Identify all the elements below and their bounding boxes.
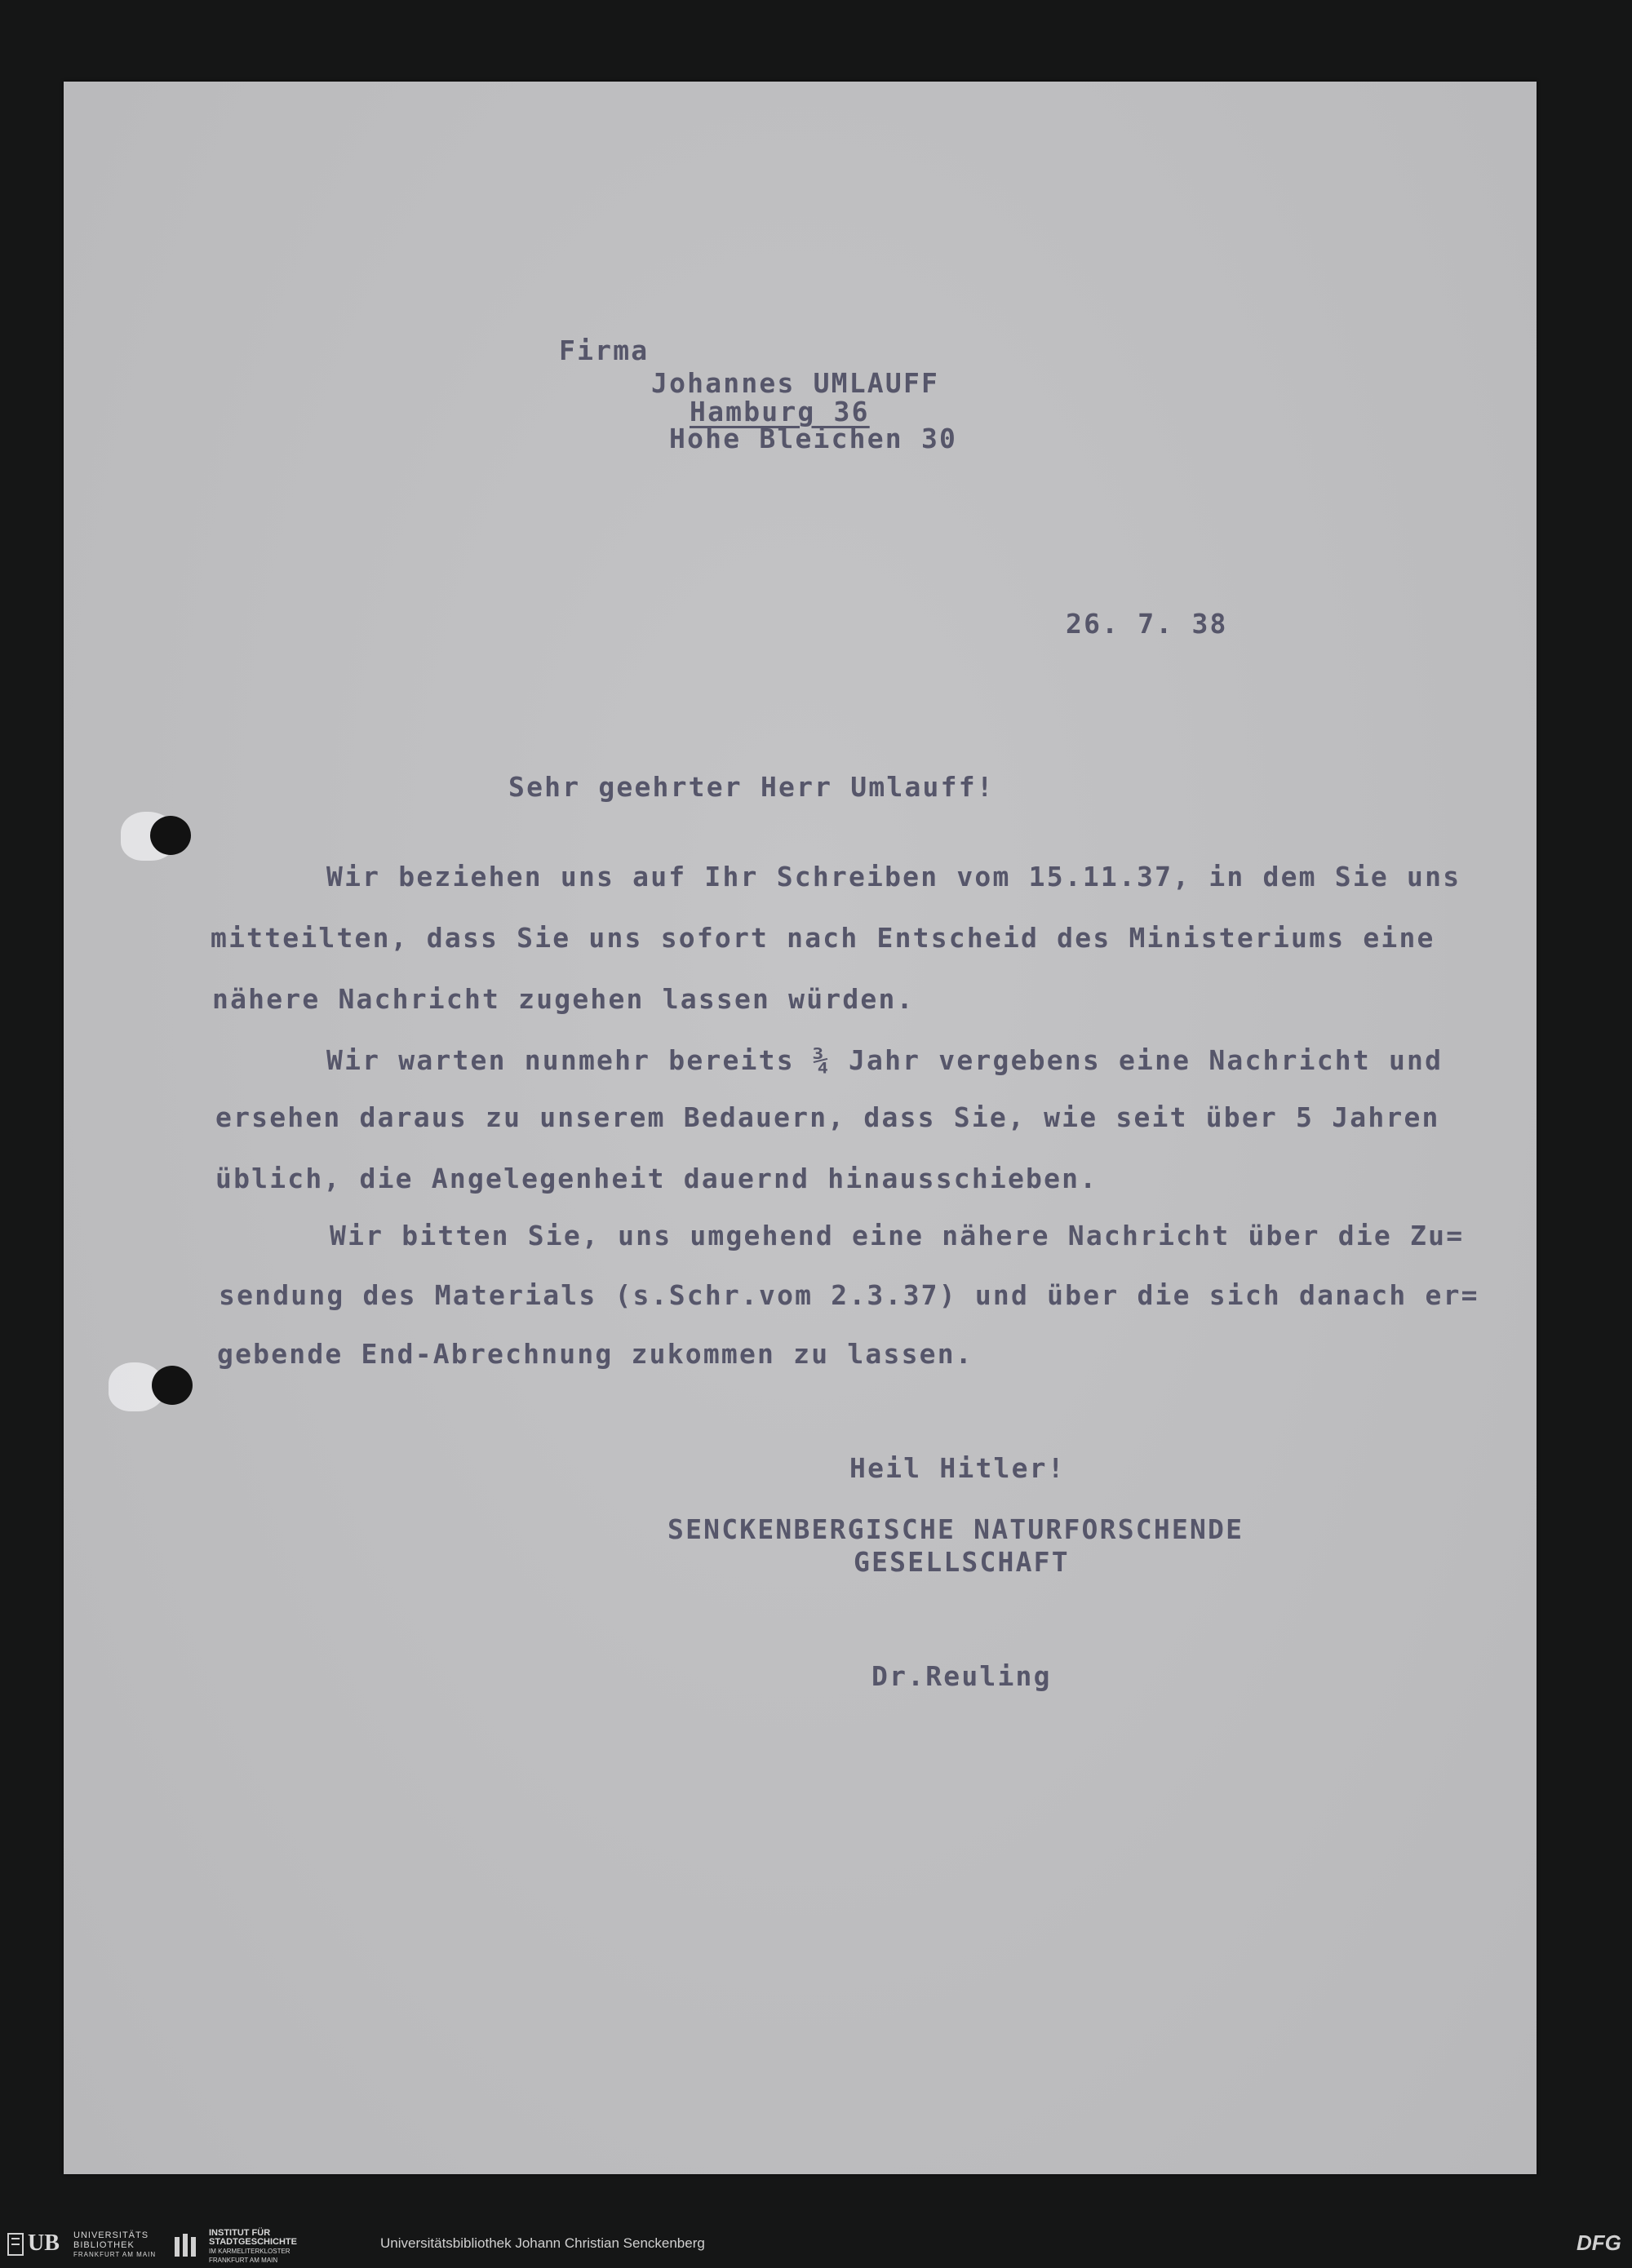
institut-text-line: INSTITUT FÜR [209, 2228, 271, 2238]
ub-logo [7, 2227, 162, 2261]
recipient-firma: Firma [559, 334, 650, 366]
salutation: Sehr geehrter Herr Umlauff! [508, 771, 995, 803]
recipient-name: Johannes UMLAUFF [651, 367, 940, 399]
institut-text-line: IM KARMELITERKLOSTER [209, 2248, 290, 2255]
signature-name: Dr.Reuling [871, 1660, 1052, 1692]
body-line: ersehen daraus zu unserem Bedauern, dass Sie, wie seit über 5 Jahren [215, 1101, 1440, 1133]
ub-text-line: UNIVERSITÄTS [73, 2230, 149, 2240]
punch-hole-top [150, 816, 191, 855]
body-line: Wir warten nunmehr bereits ¾ Jahr vergebens eine Nachricht und [326, 1044, 1444, 1076]
organization-line1: SENCKENBERGISCHE NATURFORSCHENDE [667, 1513, 1244, 1545]
recipient-street: Hohe Bleichen 30 [669, 423, 958, 454]
letter-date: 26. 7. 38 [1066, 608, 1228, 640]
institut-emblem-icon [173, 2232, 202, 2258]
ub-text-line: FRANKFURT AM MAIN [73, 2251, 157, 2258]
punch-hole-bottom [152, 1366, 193, 1405]
letter-page [64, 82, 1537, 2174]
ub-emblem-icon [7, 2232, 24, 2257]
institut-text [209, 2229, 297, 2265]
institut-text-line: STADTGESCHICHTE [209, 2237, 297, 2247]
body-line: üblich, die Angelegenheit dauernd hinausschieben. [215, 1163, 1098, 1194]
dfg-logo: DFG [1577, 2230, 1621, 2255]
ub-logo-text: UB [28, 2230, 60, 2256]
body-line: Wir bitten Sie, uns umgehend eine nähere Nachricht über die Zu= [330, 1220, 1465, 1251]
closing: Heil Hitler! [849, 1452, 1066, 1484]
ub-text-line: BIBLIOTHEK [73, 2240, 135, 2250]
body-line: Wir beziehen uns auf Ihr Schreiben vom 15.11.37, in dem Sie uns [326, 861, 1461, 893]
body-line: gebende End-Abrechnung zukommen zu lassen. [217, 1338, 973, 1370]
library-name: Universitätsbibliothek Johann Christian Senckenberg [380, 2235, 705, 2251]
body-line: sendung des Materials (s.Schr.vom 2.3.37) und über die sich danach er= [219, 1279, 1479, 1311]
body-line: nähere Nachricht zugehen lassen würden. [212, 983, 915, 1015]
organization-line2: GESELLSCHAFT [854, 1546, 1070, 1578]
footer-bar [0, 2219, 1632, 2268]
ub-text [73, 2230, 156, 2260]
institut-text-line: FRANKFURT AM MAIN [209, 2257, 278, 2264]
recipient-city: Hamburg 36 [690, 396, 870, 427]
body-line: mitteilten, dass Sie uns sofort nach Entscheid des Ministeriums eine [211, 922, 1435, 954]
institut-logo [173, 2227, 353, 2264]
